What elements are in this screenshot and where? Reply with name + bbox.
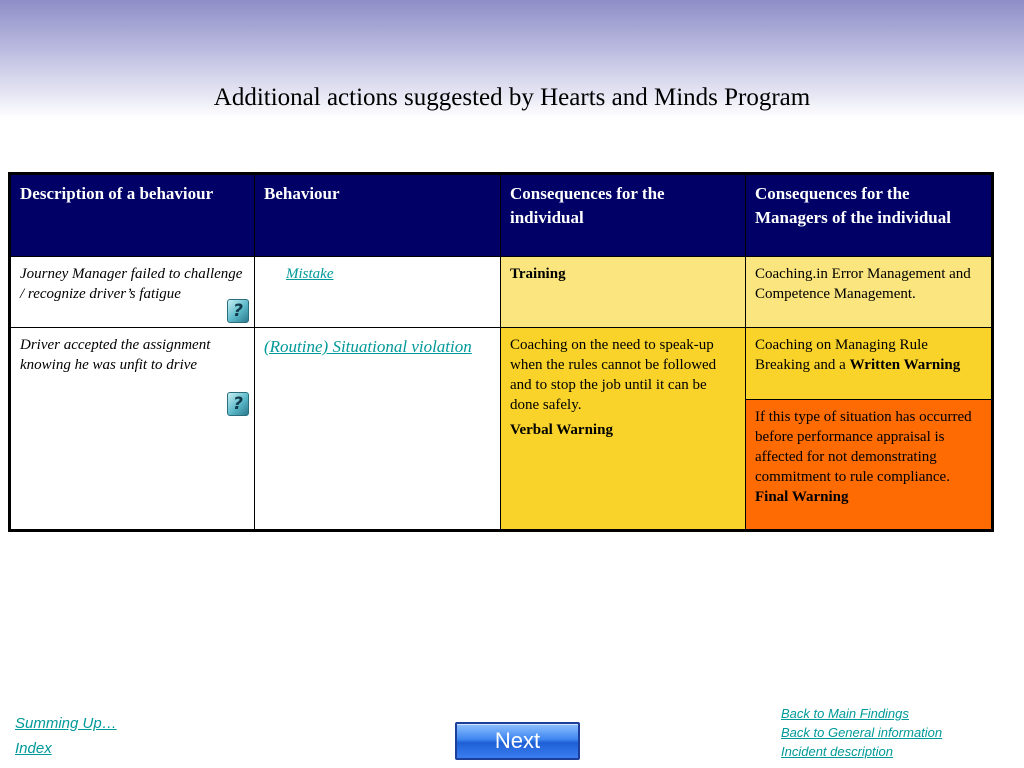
next-button[interactable]: Next xyxy=(455,722,580,760)
description-text: Journey Manager failed to challenge / recognize driver’s fatigue xyxy=(20,266,243,302)
final-warning-text: Final Warning xyxy=(755,489,849,505)
description-cell xyxy=(10,257,255,328)
table-row xyxy=(10,328,993,400)
manager-repeat-consequence-cell xyxy=(746,400,993,531)
column-header: Behaviour xyxy=(255,174,501,257)
mistake-link[interactable]: Mistake xyxy=(286,266,334,282)
behaviour-cell xyxy=(255,328,501,531)
column-header: Description of a behaviour xyxy=(10,174,255,257)
verbal-warning-text: Verbal Warning xyxy=(510,422,613,438)
description-cell xyxy=(10,328,255,531)
back-to-main-findings-link[interactable]: Back to Main Findings xyxy=(781,706,909,721)
written-warning-text: Written Warning xyxy=(849,357,961,373)
manager-consequence-cell xyxy=(746,328,993,400)
description-text: Driver accepted the assignment knowing he was unfit to drive xyxy=(20,337,211,373)
back-to-general-information-link[interactable]: Back to General information xyxy=(781,725,943,740)
situational-violation-link[interactable]: (Routine) Situational violation xyxy=(264,337,472,356)
column-header: Consequences for the Managers of the individual xyxy=(746,174,993,257)
page-title: Additional actions suggested by Hearts and Minds Program xyxy=(213,84,811,111)
individual-consequence-cell xyxy=(501,328,746,531)
column-header: Consequences for the individual xyxy=(501,174,746,257)
individual-consequence-text: Coaching on the need to speak-up when the rules cannot be followed and to stop the job until it can be done safely. xyxy=(510,337,717,413)
summing-up-link[interactable]: Summing Up… xyxy=(15,715,117,732)
index-link[interactable]: Index xyxy=(15,740,52,757)
manager-consequence-text: Coaching.in Error Management and Competence Management. xyxy=(755,266,971,302)
manager-consequence-cell xyxy=(746,257,993,328)
incident-description-link[interactable]: Incident description xyxy=(781,744,894,759)
table-row xyxy=(10,257,993,328)
training-text: Training xyxy=(510,266,566,282)
manager-consequence-text: Coaching on Managing Rule Breaking and a xyxy=(755,337,928,373)
manager-repeat-text: If this type of situation has occurred before performance appraisal is affected for not demonstrating commitment to rule compliance. xyxy=(755,409,972,485)
help-question-icon[interactable]: ? xyxy=(227,299,249,323)
help-question-icon[interactable]: ? xyxy=(227,392,249,416)
actions-table xyxy=(8,172,994,532)
behaviour-cell xyxy=(255,257,501,328)
table-header-row xyxy=(10,174,993,257)
individual-consequence-cell xyxy=(501,257,746,328)
